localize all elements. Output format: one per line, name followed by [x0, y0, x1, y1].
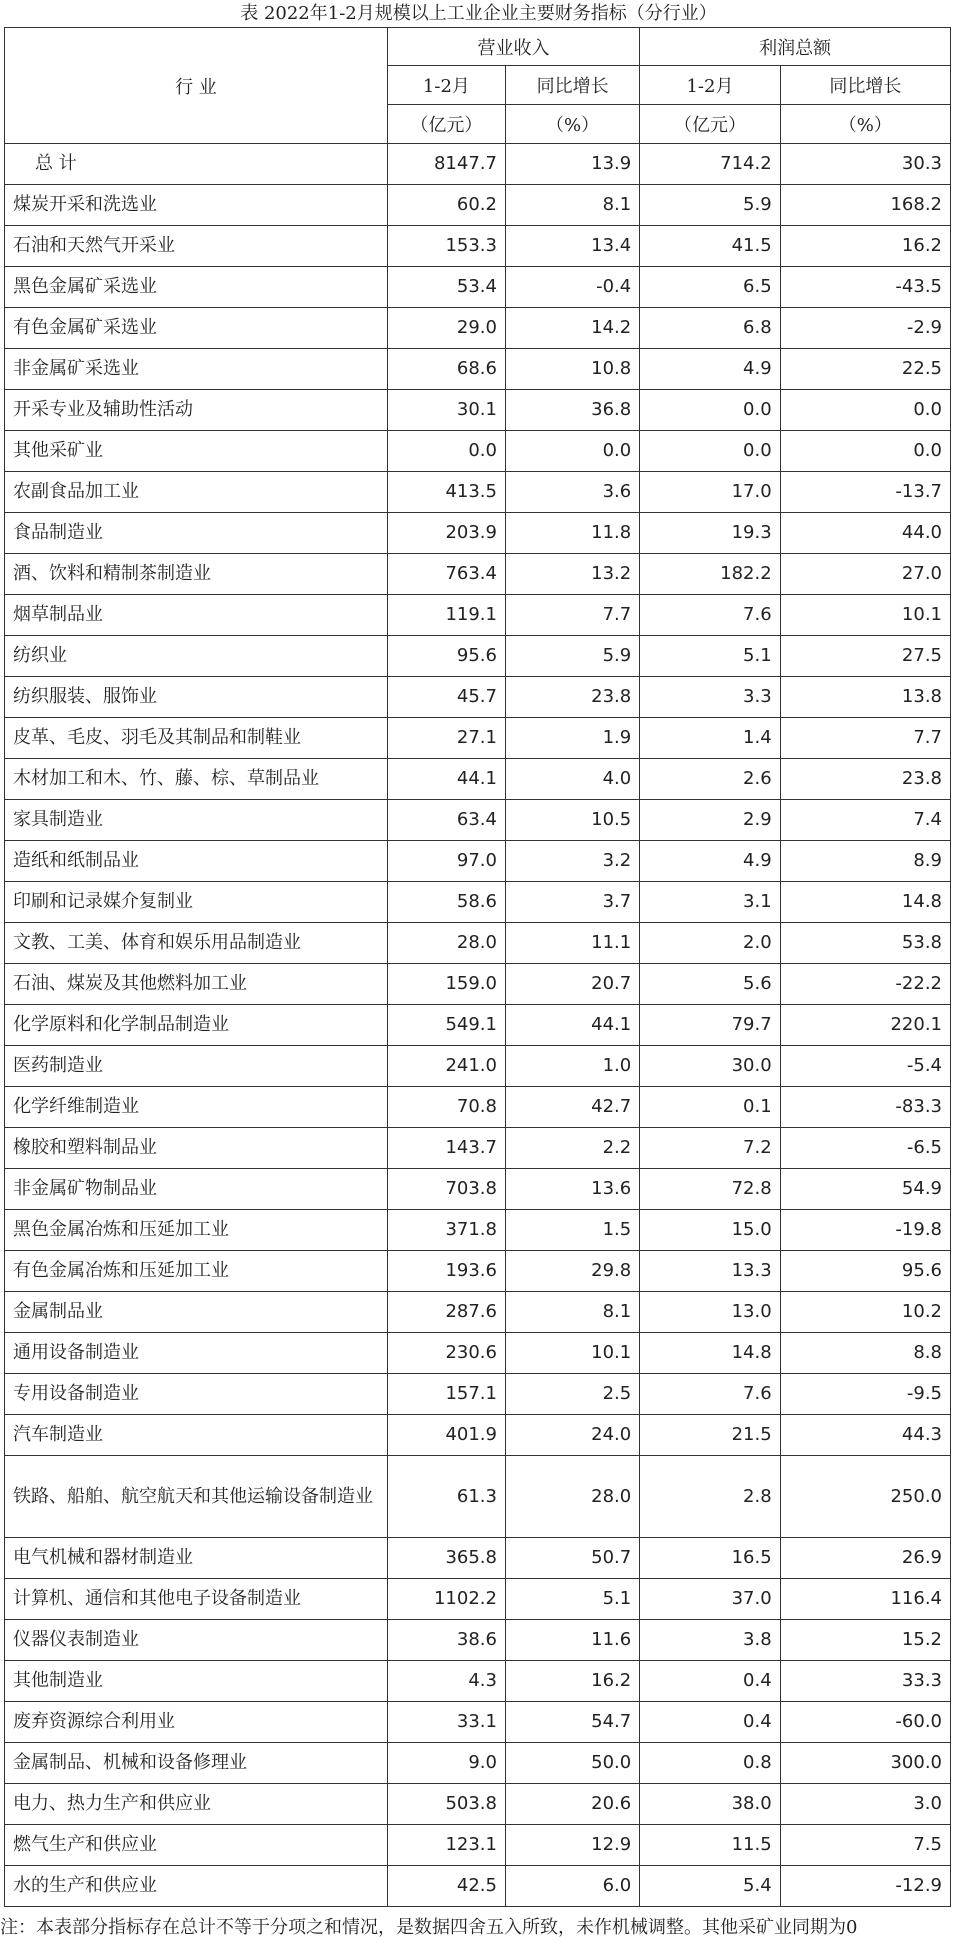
- profit-growth-cell: -22.2: [780, 964, 950, 1005]
- table-row: [5, 226, 951, 267]
- industry-name-cell: 铁路、船舶、航空航天和其他运输设备制造业: [5, 1456, 388, 1538]
- table-row: [5, 1210, 951, 1251]
- profit-growth-cell: 116.4: [780, 1579, 950, 1620]
- revenue-value-cell: 119.1: [387, 595, 505, 636]
- table-title: 表 2022年1-2月规模以上工业企业主要财务指标（分行业）: [240, 3, 717, 24]
- industry-name-cell: 医药制造业: [5, 1046, 388, 1087]
- industry-name-cell: 专用设备制造业: [5, 1374, 388, 1415]
- table-row: [5, 1661, 951, 1702]
- profit-value-cell: 13.3: [640, 1251, 780, 1292]
- profit-value-cell: 37.0: [640, 1579, 780, 1620]
- profit-growth-cell: 23.8: [780, 759, 950, 800]
- financial-indicators-table: [4, 27, 951, 1907]
- revenue-growth-cell: 20.6: [505, 1784, 639, 1825]
- table-row: [5, 1538, 951, 1579]
- profit-value-cell: 4.9: [640, 349, 780, 390]
- profit-growth-cell: 250.0: [780, 1456, 950, 1538]
- profit-value-cell: 79.7: [640, 1005, 780, 1046]
- profit-growth-cell: 27.5: [780, 636, 950, 677]
- revenue-value-cell: 401.9: [387, 1415, 505, 1456]
- revenue-growth-cell: 1.0: [505, 1046, 639, 1087]
- revenue-value-cell: 30.1: [387, 390, 505, 431]
- profit-growth-cell: 33.3: [780, 1661, 950, 1702]
- revenue-growth-cell: 8.1: [505, 185, 639, 226]
- revenue-growth-cell: 3.2: [505, 841, 639, 882]
- table-row: [5, 431, 951, 472]
- industry-name-cell: 有色金属矿采选业: [5, 308, 388, 349]
- profit-value-cell: 5.1: [640, 636, 780, 677]
- profit-value-cell: 17.0: [640, 472, 780, 513]
- revenue-value-cell: 97.0: [387, 841, 505, 882]
- industry-name-cell: 食品制造业: [5, 513, 388, 554]
- profit-growth-cell: 168.2: [780, 185, 950, 226]
- header-industry: 行 业: [5, 28, 388, 144]
- revenue-growth-cell: 28.0: [505, 1456, 639, 1538]
- revenue-growth-cell: 0.0: [505, 431, 639, 472]
- profit-value-cell: 2.9: [640, 800, 780, 841]
- profit-value-cell: 7.6: [640, 1374, 780, 1415]
- revenue-value-cell: 70.8: [387, 1087, 505, 1128]
- profit-growth-cell: 220.1: [780, 1005, 950, 1046]
- industry-name-cell: 金属制品、机械和设备修理业: [5, 1743, 388, 1784]
- industry-name-cell: 废弃资源综合利用业: [5, 1702, 388, 1743]
- profit-growth-cell: 30.3: [780, 144, 950, 185]
- profit-growth-cell: -43.5: [780, 267, 950, 308]
- table-row: [5, 1128, 951, 1169]
- table-row: [5, 185, 951, 226]
- table-row: [5, 390, 951, 431]
- profit-value-cell: 5.6: [640, 964, 780, 1005]
- table-row: [5, 964, 951, 1005]
- revenue-growth-cell: 2.2: [505, 1128, 639, 1169]
- revenue-value-cell: 365.8: [387, 1538, 505, 1579]
- revenue-growth-cell: 3.7: [505, 882, 639, 923]
- revenue-growth-cell: 7.7: [505, 595, 639, 636]
- revenue-growth-cell: -0.4: [505, 267, 639, 308]
- industry-name-cell: 印刷和记录媒介复制业: [5, 882, 388, 923]
- header-revenue-yoy-unit: （%）: [505, 105, 639, 144]
- revenue-growth-cell: 1.5: [505, 1210, 639, 1251]
- profit-value-cell: 0.4: [640, 1702, 780, 1743]
- industry-name-cell: 汽车制造业: [5, 1415, 388, 1456]
- profit-growth-cell: 7.4: [780, 800, 950, 841]
- revenue-value-cell: 763.4: [387, 554, 505, 595]
- revenue-growth-cell: 50.0: [505, 1743, 639, 1784]
- profit-value-cell: 15.0: [640, 1210, 780, 1251]
- industry-name-cell: 通用设备制造业: [5, 1333, 388, 1374]
- revenue-value-cell: 68.6: [387, 349, 505, 390]
- table-row: [5, 677, 951, 718]
- profit-growth-cell: -13.7: [780, 472, 950, 513]
- profit-value-cell: 6.5: [640, 267, 780, 308]
- profit-growth-cell: -60.0: [780, 1702, 950, 1743]
- profit-growth-cell: 54.9: [780, 1169, 950, 1210]
- profit-value-cell: 19.3: [640, 513, 780, 554]
- profit-growth-cell: 10.2: [780, 1292, 950, 1333]
- profit-value-cell: 30.0: [640, 1046, 780, 1087]
- industry-name-cell: 仪器仪表制造业: [5, 1620, 388, 1661]
- industry-name-cell: 水的生产和供应业: [5, 1866, 388, 1907]
- industry-name-cell: 纺织服装、服饰业: [5, 677, 388, 718]
- industry-name-cell: 家具制造业: [5, 800, 388, 841]
- table-row: [5, 472, 951, 513]
- profit-growth-cell: 0.0: [780, 431, 950, 472]
- revenue-growth-cell: 4.0: [505, 759, 639, 800]
- table-row: [5, 1415, 951, 1456]
- profit-value-cell: 0.8: [640, 1743, 780, 1784]
- profit-growth-cell: 27.0: [780, 554, 950, 595]
- header-revenue-period: 1-2月: [387, 66, 505, 105]
- table-row: [5, 800, 951, 841]
- industry-name-cell: 非金属矿采选业: [5, 349, 388, 390]
- profit-growth-cell: 44.0: [780, 513, 950, 554]
- table-footnote: 注：本表部分指标存在总计不等于分项之和情况，是数据四舍五入所致，未作机械调整。其他采矿业同期为0: [0, 1917, 858, 1938]
- table-row: [5, 554, 951, 595]
- profit-value-cell: 41.5: [640, 226, 780, 267]
- table-row: [5, 1251, 951, 1292]
- industry-name-cell: 其他采矿业: [5, 431, 388, 472]
- header-profit: 利润总额: [640, 28, 951, 66]
- profit-value-cell: 3.1: [640, 882, 780, 923]
- table-row: [5, 718, 951, 759]
- revenue-growth-cell: 10.1: [505, 1333, 639, 1374]
- table-row: [5, 1579, 951, 1620]
- industry-name-cell: 黑色金属冶炼和压延加工业: [5, 1210, 388, 1251]
- table-row: [5, 636, 951, 677]
- revenue-growth-cell: 23.8: [505, 677, 639, 718]
- revenue-growth-cell: 10.5: [505, 800, 639, 841]
- profit-growth-cell: 15.2: [780, 1620, 950, 1661]
- table-row: [5, 1866, 951, 1907]
- profit-growth-cell: 53.8: [780, 923, 950, 964]
- revenue-growth-cell: 24.0: [505, 1415, 639, 1456]
- profit-value-cell: 16.5: [640, 1538, 780, 1579]
- revenue-value-cell: 61.3: [387, 1456, 505, 1538]
- revenue-value-cell: 9.0: [387, 1743, 505, 1784]
- industry-name-cell: 金属制品业: [5, 1292, 388, 1333]
- revenue-growth-cell: 16.2: [505, 1661, 639, 1702]
- industry-name-cell: 黑色金属矿采选业: [5, 267, 388, 308]
- table-row: [5, 1005, 951, 1046]
- industry-name-cell: 电力、热力生产和供应业: [5, 1784, 388, 1825]
- revenue-value-cell: 60.2: [387, 185, 505, 226]
- profit-value-cell: 0.0: [640, 431, 780, 472]
- revenue-growth-cell: 5.9: [505, 636, 639, 677]
- profit-growth-cell: -83.3: [780, 1087, 950, 1128]
- industry-name-cell: 纺织业: [5, 636, 388, 677]
- profit-value-cell: 714.2: [640, 144, 780, 185]
- revenue-growth-cell: 13.4: [505, 226, 639, 267]
- profit-growth-cell: 300.0: [780, 1743, 950, 1784]
- revenue-value-cell: 503.8: [387, 1784, 505, 1825]
- revenue-value-cell: 28.0: [387, 923, 505, 964]
- profit-value-cell: 2.8: [640, 1456, 780, 1538]
- revenue-growth-cell: 8.1: [505, 1292, 639, 1333]
- industry-name-cell: 文教、工美、体育和娱乐用品制造业: [5, 923, 388, 964]
- profit-growth-cell: 13.8: [780, 677, 950, 718]
- table-row: [5, 1620, 951, 1661]
- revenue-growth-cell: 6.0: [505, 1866, 639, 1907]
- profit-value-cell: 0.0: [640, 390, 780, 431]
- table-row: [5, 1333, 951, 1374]
- revenue-value-cell: 58.6: [387, 882, 505, 923]
- revenue-growth-cell: 29.8: [505, 1251, 639, 1292]
- industry-name-cell: 烟草制品业: [5, 595, 388, 636]
- table-row: [5, 595, 951, 636]
- profit-growth-cell: 0.0: [780, 390, 950, 431]
- profit-growth-cell: 8.8: [780, 1333, 950, 1374]
- revenue-value-cell: 95.6: [387, 636, 505, 677]
- industry-name-cell: 燃气生产和供应业: [5, 1825, 388, 1866]
- industry-name-cell: 农副食品加工业: [5, 472, 388, 513]
- industry-name-cell: 造纸和纸制品业: [5, 841, 388, 882]
- revenue-growth-cell: 13.9: [505, 144, 639, 185]
- table-row: [5, 1825, 951, 1866]
- profit-growth-cell: 22.5: [780, 349, 950, 390]
- profit-value-cell: 14.8: [640, 1333, 780, 1374]
- table-row: [5, 882, 951, 923]
- industry-name-cell: 化学纤维制造业: [5, 1087, 388, 1128]
- industry-name-cell: 木材加工和木、竹、藤、棕、草制品业: [5, 759, 388, 800]
- revenue-value-cell: 1102.2: [387, 1579, 505, 1620]
- profit-value-cell: 2.6: [640, 759, 780, 800]
- revenue-value-cell: 203.9: [387, 513, 505, 554]
- header-revenue-yoy: 同比增长: [505, 66, 639, 105]
- table-row: [5, 1456, 951, 1538]
- profit-growth-cell: 14.8: [780, 882, 950, 923]
- table-row: [5, 1743, 951, 1784]
- industry-name-cell: 橡胶和塑料制品业: [5, 1128, 388, 1169]
- profit-value-cell: 3.8: [640, 1620, 780, 1661]
- table-row: [5, 1702, 951, 1743]
- revenue-value-cell: 371.8: [387, 1210, 505, 1251]
- table-row: [5, 1374, 951, 1415]
- revenue-value-cell: 8147.7: [387, 144, 505, 185]
- header-profit-unit: （亿元）: [640, 105, 780, 144]
- industry-name-cell: 电气机械和器材制造业: [5, 1538, 388, 1579]
- table-body: [5, 144, 951, 1907]
- revenue-value-cell: 63.4: [387, 800, 505, 841]
- revenue-value-cell: 44.1: [387, 759, 505, 800]
- industry-name-cell: 石油、煤炭及其他燃料加工业: [5, 964, 388, 1005]
- profit-value-cell: 2.0: [640, 923, 780, 964]
- profit-growth-cell: -2.9: [780, 308, 950, 349]
- revenue-value-cell: 42.5: [387, 1866, 505, 1907]
- revenue-value-cell: 4.3: [387, 1661, 505, 1702]
- header-profit-period: 1-2月: [640, 66, 780, 105]
- revenue-growth-cell: 3.6: [505, 472, 639, 513]
- header-revenue-unit: （亿元）: [387, 105, 505, 144]
- revenue-value-cell: 153.3: [387, 226, 505, 267]
- profit-value-cell: 1.4: [640, 718, 780, 759]
- industry-name-cell: 有色金属冶炼和压延加工业: [5, 1251, 388, 1292]
- revenue-value-cell: 549.1: [387, 1005, 505, 1046]
- profit-value-cell: 6.8: [640, 308, 780, 349]
- revenue-growth-cell: 42.7: [505, 1087, 639, 1128]
- revenue-growth-cell: 2.5: [505, 1374, 639, 1415]
- table-row: [5, 308, 951, 349]
- profit-growth-cell: -9.5: [780, 1374, 950, 1415]
- revenue-growth-cell: 11.1: [505, 923, 639, 964]
- profit-value-cell: 72.8: [640, 1169, 780, 1210]
- revenue-value-cell: 230.6: [387, 1333, 505, 1374]
- revenue-value-cell: 38.6: [387, 1620, 505, 1661]
- revenue-growth-cell: 5.1: [505, 1579, 639, 1620]
- profit-growth-cell: 3.0: [780, 1784, 950, 1825]
- industry-name-cell: 非金属矿物制品业: [5, 1169, 388, 1210]
- header-profit-yoy: 同比增长: [780, 66, 950, 105]
- profit-value-cell: 0.4: [640, 1661, 780, 1702]
- revenue-value-cell: 703.8: [387, 1169, 505, 1210]
- profit-value-cell: 5.9: [640, 185, 780, 226]
- profit-growth-cell: 16.2: [780, 226, 950, 267]
- revenue-growth-cell: 14.2: [505, 308, 639, 349]
- revenue-growth-cell: 12.9: [505, 1825, 639, 1866]
- profit-value-cell: 3.3: [640, 677, 780, 718]
- table-row: [5, 841, 951, 882]
- profit-value-cell: 21.5: [640, 1415, 780, 1456]
- industry-name-cell: 其他制造业: [5, 1661, 388, 1702]
- revenue-growth-cell: 20.7: [505, 964, 639, 1005]
- revenue-growth-cell: 13.2: [505, 554, 639, 595]
- industry-name-cell: 计算机、通信和其他电子设备制造业: [5, 1579, 388, 1620]
- industry-name-cell: 开采专业及辅助性活动: [5, 390, 388, 431]
- table-row: [5, 1169, 951, 1210]
- profit-growth-cell: 7.7: [780, 718, 950, 759]
- industry-name-cell: 总 计: [5, 144, 388, 185]
- profit-value-cell: 38.0: [640, 1784, 780, 1825]
- table-row: [5, 1087, 951, 1128]
- revenue-growth-cell: 1.9: [505, 718, 639, 759]
- profit-value-cell: 13.0: [640, 1292, 780, 1333]
- table-row-total: [5, 144, 951, 185]
- industry-name-cell: 化学原料和化学制品制造业: [5, 1005, 388, 1046]
- profit-value-cell: 0.1: [640, 1087, 780, 1128]
- industry-name-cell: 酒、饮料和精制茶制造业: [5, 554, 388, 595]
- header-revenue: 营业收入: [387, 28, 639, 66]
- revenue-value-cell: 27.1: [387, 718, 505, 759]
- table-row: [5, 1784, 951, 1825]
- header-profit-yoy-unit: （%）: [780, 105, 950, 144]
- profit-value-cell: 7.6: [640, 595, 780, 636]
- table-row: [5, 923, 951, 964]
- profit-growth-cell: 10.1: [780, 595, 950, 636]
- table-row: [5, 267, 951, 308]
- revenue-growth-cell: 50.7: [505, 1538, 639, 1579]
- revenue-value-cell: 159.0: [387, 964, 505, 1005]
- revenue-growth-cell: 54.7: [505, 1702, 639, 1743]
- profit-growth-cell: -12.9: [780, 1866, 950, 1907]
- table-row: [5, 1292, 951, 1333]
- revenue-value-cell: 0.0: [387, 431, 505, 472]
- profit-value-cell: 7.2: [640, 1128, 780, 1169]
- profit-value-cell: 4.9: [640, 841, 780, 882]
- revenue-value-cell: 157.1: [387, 1374, 505, 1415]
- revenue-value-cell: 33.1: [387, 1702, 505, 1743]
- industry-name-cell: 煤炭开采和洗选业: [5, 185, 388, 226]
- revenue-value-cell: 287.6: [387, 1292, 505, 1333]
- profit-growth-cell: 95.6: [780, 1251, 950, 1292]
- profit-growth-cell: 7.5: [780, 1825, 950, 1866]
- industry-name-cell: 皮革、毛皮、羽毛及其制品和制鞋业: [5, 718, 388, 759]
- table-row: [5, 1046, 951, 1087]
- profit-growth-cell: 8.9: [780, 841, 950, 882]
- profit-growth-cell: -19.8: [780, 1210, 950, 1251]
- profit-growth-cell: 44.3: [780, 1415, 950, 1456]
- revenue-value-cell: 143.7: [387, 1128, 505, 1169]
- revenue-value-cell: 45.7: [387, 677, 505, 718]
- revenue-growth-cell: 36.8: [505, 390, 639, 431]
- profit-growth-cell: 26.9: [780, 1538, 950, 1579]
- revenue-value-cell: 53.4: [387, 267, 505, 308]
- revenue-value-cell: 193.6: [387, 1251, 505, 1292]
- revenue-value-cell: 413.5: [387, 472, 505, 513]
- revenue-growth-cell: 10.8: [505, 349, 639, 390]
- revenue-growth-cell: 13.6: [505, 1169, 639, 1210]
- profit-growth-cell: -6.5: [780, 1128, 950, 1169]
- table-row: [5, 759, 951, 800]
- profit-value-cell: 5.4: [640, 1866, 780, 1907]
- profit-value-cell: 11.5: [640, 1825, 780, 1866]
- table-row: [5, 349, 951, 390]
- revenue-growth-cell: 11.6: [505, 1620, 639, 1661]
- revenue-value-cell: 29.0: [387, 308, 505, 349]
- revenue-value-cell: 241.0: [387, 1046, 505, 1087]
- revenue-growth-cell: 44.1: [505, 1005, 639, 1046]
- profit-growth-cell: -5.4: [780, 1046, 950, 1087]
- industry-name-cell: 石油和天然气开采业: [5, 226, 388, 267]
- revenue-value-cell: 123.1: [387, 1825, 505, 1866]
- table-row: [5, 513, 951, 554]
- revenue-growth-cell: 11.8: [505, 513, 639, 554]
- profit-value-cell: 182.2: [640, 554, 780, 595]
